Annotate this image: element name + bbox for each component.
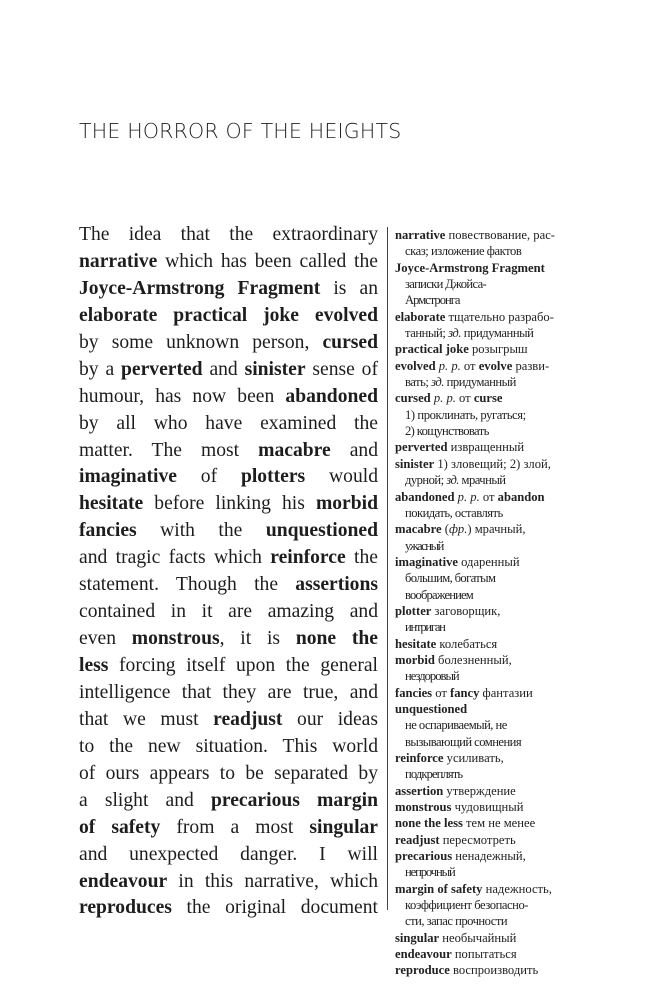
gloss-translation: ) мрачный, xyxy=(467,522,526,537)
vocab-term: less xyxy=(79,655,109,676)
text-segment: by a xyxy=(79,358,121,380)
text-segment: contained in it are amazing and xyxy=(79,601,378,623)
text-line xyxy=(79,707,378,734)
text-line xyxy=(79,249,378,276)
text-segment: our ideas xyxy=(282,708,378,730)
text-segment: to the new situation. This world xyxy=(79,735,378,757)
gloss-translation: сти, запас прочности xyxy=(405,914,508,929)
text-segment: of xyxy=(176,466,241,488)
text-segment: humour, has now been xyxy=(79,385,286,407)
gloss-headword: fancy xyxy=(450,685,480,700)
gloss-line xyxy=(395,930,581,946)
gloss-headword: readjust xyxy=(395,832,440,847)
gloss-headword: abandoned xyxy=(395,489,455,504)
gloss-line xyxy=(395,472,581,488)
gloss-line xyxy=(395,913,581,929)
text-segment: a slight and xyxy=(79,789,211,811)
gloss-translation: от xyxy=(479,489,498,504)
text-segment: and xyxy=(330,439,378,461)
gloss-translation: фантазии xyxy=(479,685,533,700)
text-segment: and tragic facts which xyxy=(79,547,271,569)
gloss-translation: мрачный xyxy=(458,473,506,488)
vocab-term: of safety xyxy=(79,816,161,838)
gloss-line xyxy=(395,832,581,848)
gloss-headword: imaginative xyxy=(395,554,458,569)
gloss-label: зд. xyxy=(431,375,444,390)
gloss-translation: вать; xyxy=(405,375,432,390)
gloss-translation: покидать, оставлять xyxy=(405,505,503,520)
gloss-translation: извращенный xyxy=(447,440,525,455)
gloss-line xyxy=(395,538,581,554)
text-segment: matter. The most xyxy=(79,439,259,461)
text-line xyxy=(79,384,378,411)
vocab-term: macabre xyxy=(258,439,331,461)
gloss-line xyxy=(395,227,581,243)
gloss-translation: ужасный xyxy=(405,538,443,553)
gloss-translation: пересмотреть xyxy=(439,832,516,847)
gloss-translation: одаренный xyxy=(457,554,520,569)
text-line xyxy=(79,869,378,896)
gloss-line xyxy=(395,766,581,782)
gloss-translation: усиливать, xyxy=(443,751,504,765)
gloss-translation: чудовищный xyxy=(451,800,524,815)
gloss-headword: none the less xyxy=(395,816,463,831)
gloss-headword: plotter xyxy=(395,603,432,618)
text-segment: sense of xyxy=(305,358,378,380)
text-line xyxy=(79,518,378,545)
gloss-headword: monstrous xyxy=(395,800,452,815)
gloss-translation: непрочный xyxy=(405,865,455,880)
gloss-translation: воспроизводить xyxy=(449,963,539,978)
text-line xyxy=(79,222,378,249)
gloss-headword: morbid xyxy=(395,652,435,667)
vocab-term: plotters xyxy=(240,466,306,488)
gloss-headword: perverted xyxy=(395,440,448,455)
text-segment: before linking his xyxy=(143,493,316,515)
gloss-headword: narrative xyxy=(395,228,446,242)
gloss-translation: заговорщик, xyxy=(431,603,501,618)
vocab-term: abandoned xyxy=(285,385,378,407)
gloss-translation: 1) проклинать, ругаться; xyxy=(405,407,526,422)
gloss-translation: ненадежный, xyxy=(452,849,526,864)
gloss-label: зд. xyxy=(446,473,459,488)
gloss-line xyxy=(395,962,581,978)
gloss-translation: сказ; изложение фактов xyxy=(405,244,522,259)
text-line xyxy=(79,599,378,626)
gloss-headword: cursed xyxy=(395,391,431,406)
gloss-line xyxy=(395,636,581,652)
text-segment: from a most xyxy=(160,816,310,838)
vocab-term: perverted xyxy=(120,358,203,380)
gloss-translation: утверждение xyxy=(443,783,516,798)
gloss-line xyxy=(395,799,581,815)
column-divider xyxy=(387,227,388,910)
gloss-line xyxy=(395,358,581,374)
vocab-term: fancies xyxy=(79,520,137,542)
text-line xyxy=(79,815,378,842)
vocab-term: morbid xyxy=(315,493,378,515)
text-line xyxy=(79,761,378,788)
vocab-term: narrative xyxy=(79,250,158,272)
text-line xyxy=(79,626,378,653)
main-text-column xyxy=(79,222,378,922)
text-line xyxy=(79,734,378,761)
gloss-line xyxy=(395,685,581,701)
gloss-headword: evolve xyxy=(478,358,513,373)
gloss-line xyxy=(395,456,581,472)
text-segment: even xyxy=(79,628,132,650)
gloss-translation: повествование, рас- xyxy=(445,228,555,242)
gloss-translation: нездоровый xyxy=(405,669,459,684)
gloss-headword: assertion xyxy=(395,783,444,798)
gloss-headword: reinforce xyxy=(395,751,444,765)
gloss-translation: розыгрыш xyxy=(468,342,528,357)
vocab-term: hesitate xyxy=(79,493,144,515)
gloss-label: p. p. xyxy=(457,489,480,504)
text-segment: of ours appears to be separated by xyxy=(79,762,378,784)
gloss-translation: необычайный xyxy=(439,930,517,945)
gloss-translation: танный; xyxy=(405,326,449,341)
gloss-headword: singular xyxy=(395,930,440,945)
gloss-line xyxy=(395,619,581,635)
vocab-term: cursed xyxy=(322,331,378,353)
text-line xyxy=(79,545,378,572)
text-segment: and unexpected danger. I will xyxy=(79,843,378,865)
vocab-term: endeavour xyxy=(79,870,168,892)
text-line xyxy=(79,464,378,491)
gloss-headword: curse xyxy=(473,391,503,406)
text-line xyxy=(79,491,378,518)
text-line xyxy=(79,411,378,438)
gloss-line xyxy=(395,243,581,259)
gloss-label: зд. xyxy=(448,326,462,341)
gloss-translation: воображением xyxy=(405,587,473,602)
gloss-translation: от xyxy=(432,685,451,700)
gloss-line xyxy=(395,815,581,831)
gloss-line xyxy=(395,489,581,505)
gloss-line xyxy=(395,717,581,733)
gloss-line xyxy=(395,587,581,603)
text-line xyxy=(79,276,378,303)
gloss-translation: придуманный xyxy=(443,375,516,390)
gloss-headword: sinister xyxy=(395,456,435,471)
gloss-line xyxy=(395,407,581,423)
text-segment: the xyxy=(345,547,378,569)
gloss-headword: evolved xyxy=(395,358,436,373)
gloss-line xyxy=(395,570,581,586)
text-segment: intelligence that they are true, and xyxy=(79,681,378,703)
gloss-translation: интриган xyxy=(405,620,445,635)
vocab-term: reinforce xyxy=(270,547,346,569)
text-segment: statement. Though the xyxy=(79,574,296,596)
vocab-term: none the xyxy=(295,628,378,650)
vocab-term: readjust xyxy=(213,708,283,730)
gloss-line xyxy=(395,260,581,276)
text-segment: by all who have examined the xyxy=(79,412,378,434)
gloss-line xyxy=(395,783,581,799)
text-line xyxy=(79,330,378,357)
text-segment: that we must xyxy=(79,708,214,730)
text-segment: by some unknown person, xyxy=(79,331,323,353)
gloss-line xyxy=(395,554,581,570)
gloss-line xyxy=(395,603,581,619)
gloss-translation: 1) зловещий; 2) злой, xyxy=(434,456,551,471)
text-segment: , it is xyxy=(219,628,296,650)
text-line xyxy=(79,357,378,384)
gloss-translation: вызывающий сомнения xyxy=(405,734,522,749)
gloss-line xyxy=(395,390,581,406)
text-line xyxy=(79,788,378,815)
gloss-translation: от xyxy=(455,391,474,406)
text-segment: The idea that the extraordinary xyxy=(79,224,378,245)
gloss-translation: разви- xyxy=(512,358,550,373)
gloss-translation: коэффициент безопасно- xyxy=(405,898,529,913)
gloss-translation: не оспариваемый, не xyxy=(405,718,507,733)
gloss-line xyxy=(395,505,581,521)
text-line xyxy=(79,653,378,680)
vocab-term: Joyce-Armstrong Fragment xyxy=(79,277,321,299)
vocab-term: imaginative xyxy=(79,466,177,488)
gloss-label: p. p. xyxy=(438,358,461,373)
gloss-headword: practical joke xyxy=(395,342,469,357)
gloss-translation: колебаться xyxy=(436,636,498,651)
text-segment: would xyxy=(305,466,378,488)
text-segment: and xyxy=(202,358,245,380)
gloss-translation: надежность, xyxy=(482,881,552,896)
text-segment: in this narrative, which xyxy=(167,870,378,892)
gloss-translation: ( xyxy=(441,522,449,537)
text-line xyxy=(79,303,378,330)
gloss-line xyxy=(395,668,581,684)
vocab-term: sinister xyxy=(244,358,306,380)
glossary-column xyxy=(395,227,581,979)
gloss-line xyxy=(395,521,581,537)
gloss-line xyxy=(395,848,581,864)
gloss-translation: тем не менее xyxy=(462,816,536,831)
vocab-term: monstrous xyxy=(131,628,220,650)
gloss-headword: margin of safety xyxy=(395,881,483,896)
gloss-headword: Joyce-Armstrong Fragment xyxy=(395,260,545,275)
gloss-translation: записки Джойса- xyxy=(405,277,487,292)
gloss-headword: fancies xyxy=(395,685,433,700)
text-line xyxy=(79,895,378,922)
text-segment: the original document xyxy=(171,897,378,919)
vocab-term: elaborate practical joke evolved xyxy=(79,304,378,326)
vocab-term: reproduces xyxy=(79,897,172,919)
gloss-line xyxy=(395,341,581,357)
gloss-headword: endeavour xyxy=(395,947,452,962)
text-line xyxy=(79,680,378,707)
gloss-headword: unquestioned xyxy=(395,701,468,716)
vocab-term: singular xyxy=(309,816,379,838)
gloss-translation: большим, богатым xyxy=(405,571,496,586)
gloss-line xyxy=(395,423,581,439)
gloss-translation: дурной; xyxy=(405,473,447,488)
gloss-translation: тщательно разрабо- xyxy=(445,309,554,324)
gloss-headword: elaborate xyxy=(395,309,446,324)
gloss-line xyxy=(395,701,581,717)
gloss-line xyxy=(395,325,581,341)
gloss-line xyxy=(395,897,581,913)
vocab-term: unquestioned xyxy=(265,520,378,542)
gloss-translation: от xyxy=(460,358,479,373)
gloss-headword: reproduce xyxy=(395,963,450,978)
gloss-line xyxy=(395,374,581,390)
text-segment: is an xyxy=(320,277,379,299)
gloss-translation: подкреплять xyxy=(405,767,463,782)
text-segment: with the xyxy=(136,520,266,542)
gloss-label: фр. xyxy=(448,522,468,537)
gloss-line xyxy=(395,881,581,897)
gloss-translation: придуманный xyxy=(461,326,534,341)
gloss-line xyxy=(395,276,581,292)
gloss-headword: macabre xyxy=(395,522,442,537)
gloss-line xyxy=(395,946,581,962)
text-segment: which has been called the xyxy=(157,250,378,272)
text-line xyxy=(79,438,378,465)
gloss-label: p. p. xyxy=(433,391,456,406)
text-segment: forcing itself upon the general xyxy=(108,655,378,676)
gloss-headword: hesitate xyxy=(395,636,437,651)
gloss-translation: Армстронга xyxy=(405,293,460,308)
text-line xyxy=(79,842,378,869)
gloss-translation: 2) кощунствовать xyxy=(405,424,489,439)
vocab-term: assertions xyxy=(295,574,378,596)
text-line xyxy=(79,572,378,599)
gloss-line xyxy=(395,750,581,766)
gloss-line xyxy=(395,864,581,880)
gloss-translation: попытаться xyxy=(451,947,517,962)
gloss-line xyxy=(395,734,581,750)
gloss-translation: болезненный, xyxy=(434,652,512,667)
gloss-line xyxy=(395,309,581,325)
gloss-headword: abandon xyxy=(497,489,545,504)
gloss-line xyxy=(395,292,581,308)
gloss-headword: precarious xyxy=(395,849,453,864)
vocab-term: precarious margin xyxy=(211,789,378,811)
gloss-line xyxy=(395,439,581,455)
gloss-line xyxy=(395,652,581,668)
chapter-title: THE HORROR OF THE HEIGHTS xyxy=(79,119,402,143)
